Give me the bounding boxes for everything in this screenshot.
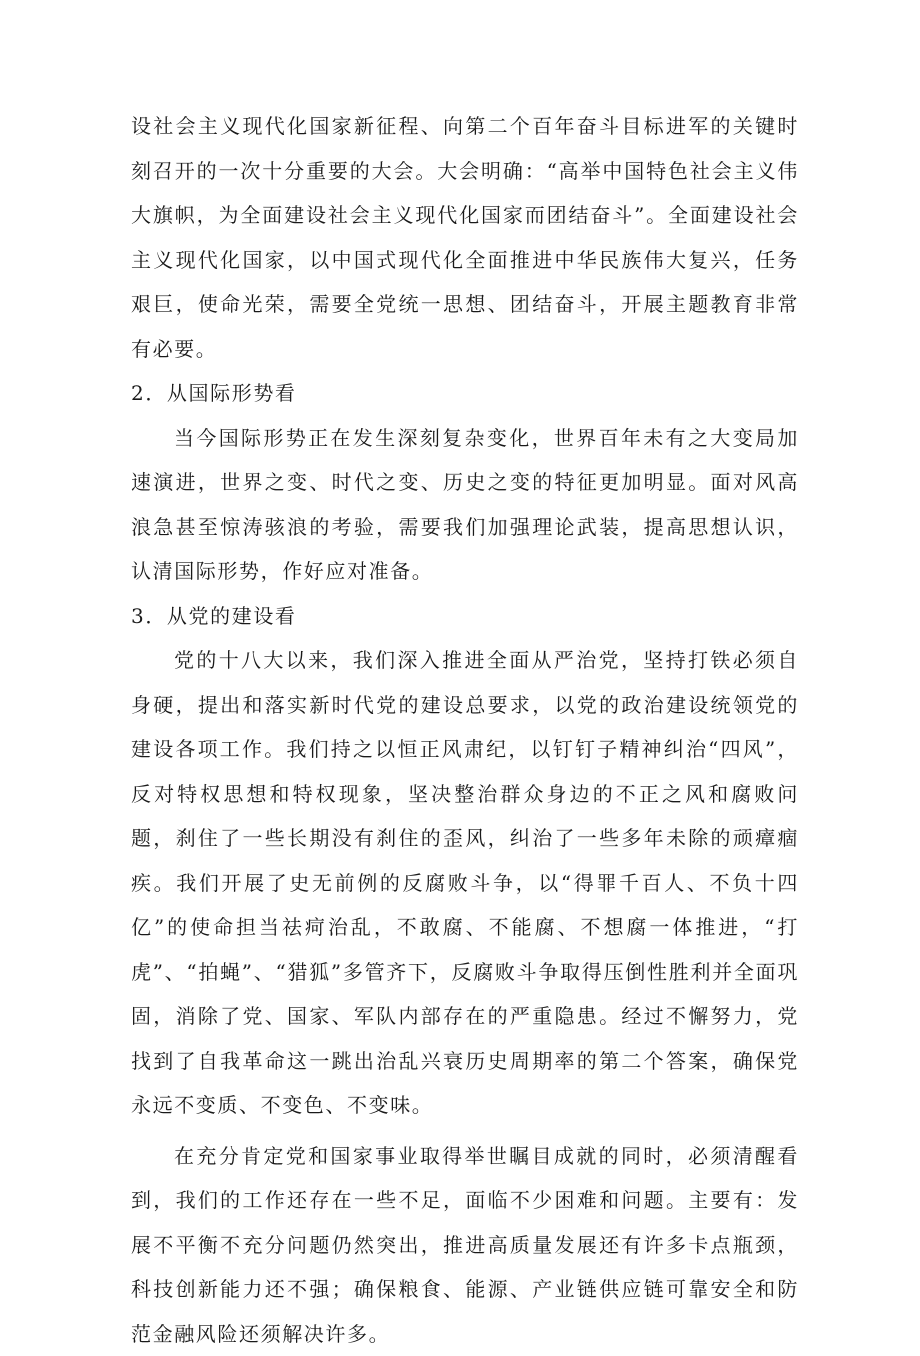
paragraph-shortcomings: 在充分肯定党和国家事业取得举世瞩目成就的同时，必须清醒看到，我们的工作还存在一些不足，面临不少困难和问题。主要有：发展不平衡不充分问题仍然突出，推进高质量发展还有许多卡点瓶颈，科技创新能力还不强；确保粮食、能源、产业链供应链可靠安全和防范金融风险还须解决许多。 bbox=[131, 1134, 799, 1356]
document-body bbox=[131, 104, 799, 1356]
paragraph-continuation: 设社会主义现代化国家新征程、向第二个百年奋斗目标进军的关键时刻召开的一次十分重要的大会。大会明确：“高举中国特色社会主义伟大旗帜，为全面建设社会主义现代化国家而团结奋斗”。全面建设社会主义现代化国家，以中国式现代化全面推进中华民族伟大复兴，任务艰巨，使命光荣，需要全党统一思想、团结奋斗，开展主题教育非常有必要。 bbox=[131, 104, 799, 371]
paragraph-party-building: 党的十八大以来，我们深入推进全面从严治党，坚持打铁必须自身硬，提出和落实新时代党的建设总要求，以党的政治建设统领党的建设各项工作。我们持之以恒正风肃纪，以钉钉子精神纠治“四风”，反对特权思想和特权现象，坚决整治群众身边的不正之风和腐败问题，刹住了一些长期没有刹住的歪风，纠治了一些多年未除的顽瘴痼疾。我们开展了史无前例的反腐败斗争，以“得罪千百人、不负十四亿”的使命担当祛疴治乱，不敢腐、不能腐、不想腐一体推进，“打虎”、“拍蝇”、“猎狐”多管齐下，反腐败斗争取得压倒性胜利并全面巩固，消除了党、国家、军队内部存在的严重隐患。经过不懈努力，党找到了自我革命这一跳出治乱兴衰历史周期率的第二个答案，确保党永远不变质、不变色、不变味。 bbox=[131, 638, 799, 1128]
section-heading-international-situation: 2．从国际形势看 bbox=[131, 371, 799, 416]
paragraph-international-situation: 当今国际形势正在发生深刻复杂变化，世界百年未有之大变局加速演进，世界之变、时代之变、历史之变的特征更加明显。面对风高浪急甚至惊涛骇浪的考验，需要我们加强理论武装，提高思想认识，认清国际形势，作好应对准备。 bbox=[131, 416, 799, 594]
section-heading-party-building: 3．从党的建设看 bbox=[131, 594, 799, 639]
